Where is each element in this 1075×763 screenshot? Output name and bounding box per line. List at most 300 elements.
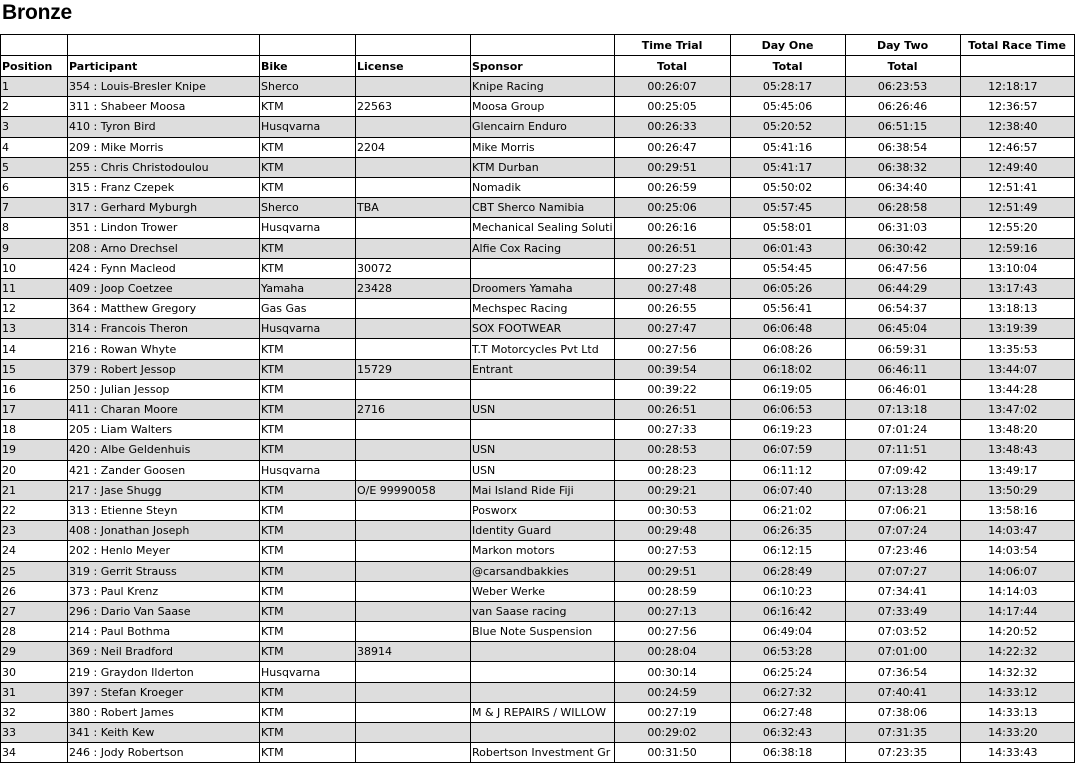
cell-license — [356, 723, 471, 743]
table-row — [1, 97, 1075, 117]
cell-day-two: 07:06:21 — [845, 500, 960, 520]
header-day-two: Day Two — [845, 35, 960, 56]
cell-position: 18 — [1, 420, 68, 440]
cell-participant: 296 : Dario Van Saase — [68, 601, 260, 621]
cell-license — [356, 238, 471, 258]
cell-participant: 351 : Lindon Trower — [68, 218, 260, 238]
cell-total-race-time: 12:38:40 — [960, 117, 1074, 137]
cell-position: 23 — [1, 521, 68, 541]
cell-participant: 410 : Tyron Bird — [68, 117, 260, 137]
cell-bike: KTM — [260, 622, 356, 642]
cell-day-one: 06:38:18 — [730, 743, 845, 763]
cell-total-race-time: 13:49:17 — [960, 460, 1074, 480]
cell-bike: KTM — [260, 177, 356, 197]
cell-bike: KTM — [260, 581, 356, 601]
table-row — [1, 117, 1075, 137]
cell-bike: KTM — [260, 440, 356, 460]
cell-participant: 314 : Francois Theron — [68, 319, 260, 339]
cell-sponsor: T.T Motorcycles Pvt Ltd — [471, 339, 615, 359]
cell-participant: 373 : Paul Krenz — [68, 581, 260, 601]
cell-day-one: 06:28:49 — [730, 561, 845, 581]
table-row — [1, 581, 1075, 601]
cell-day-one: 06:53:28 — [730, 642, 845, 662]
cell-total-race-time: 13:48:20 — [960, 420, 1074, 440]
cell-bike: KTM — [260, 541, 356, 561]
cell-total-race-time: 14:03:47 — [960, 521, 1074, 541]
cell-day-two: 07:13:28 — [845, 480, 960, 500]
cell-day-two: 07:09:42 — [845, 460, 960, 480]
cell-participant: 315 : Franz Czepek — [68, 177, 260, 197]
table-row — [1, 400, 1075, 420]
cell-position: 8 — [1, 218, 68, 238]
table-row — [1, 258, 1075, 278]
cell-day-two: 06:59:31 — [845, 339, 960, 359]
cell-total-race-time: 12:46:57 — [960, 137, 1074, 157]
cell-bike: Sherco — [260, 77, 356, 97]
cell-sponsor: van Saase racing — [471, 601, 615, 621]
cell-license — [356, 521, 471, 541]
cell-day-two: 07:03:52 — [845, 622, 960, 642]
header-empty-cell — [68, 35, 260, 56]
cell-sponsor: Mai Island Ride Fiji — [471, 480, 615, 500]
cell-license — [356, 218, 471, 238]
cell-license — [356, 561, 471, 581]
cell-sponsor: Mechspec Racing — [471, 299, 615, 319]
cell-position: 32 — [1, 702, 68, 722]
cell-day-one: 06:06:53 — [730, 400, 845, 420]
cell-day-one: 05:56:41 — [730, 299, 845, 319]
header-total-race-time-sub — [960, 56, 1074, 77]
cell-day-one: 06:27:48 — [730, 702, 845, 722]
cell-bike: Husqvarna — [260, 117, 356, 137]
cell-sponsor — [471, 642, 615, 662]
cell-position: 10 — [1, 258, 68, 278]
cell-sponsor: Alfie Cox Racing — [471, 238, 615, 258]
header-empty-cell — [260, 35, 356, 56]
cell-day-two: 06:45:04 — [845, 319, 960, 339]
cell-time-trial: 00:27:53 — [614, 541, 730, 561]
cell-time-trial: 00:26:51 — [614, 400, 730, 420]
cell-day-one: 05:58:01 — [730, 218, 845, 238]
cell-position: 5 — [1, 157, 68, 177]
cell-day-one: 06:05:26 — [730, 278, 845, 298]
cell-bike: KTM — [260, 743, 356, 763]
cell-participant: 421 : Zander Goosen — [68, 460, 260, 480]
cell-day-two: 07:01:24 — [845, 420, 960, 440]
cell-day-one: 06:10:23 — [730, 581, 845, 601]
cell-day-two: 06:54:37 — [845, 299, 960, 319]
cell-sponsor: Mechanical Sealing Soluti — [471, 218, 615, 238]
cell-sponsor: Posworx — [471, 500, 615, 520]
cell-bike: Husqvarna — [260, 218, 356, 238]
cell-total-race-time: 14:33:12 — [960, 682, 1074, 702]
table-row — [1, 319, 1075, 339]
cell-participant: 364 : Matthew Gregory — [68, 299, 260, 319]
cell-participant: 313 : Etienne Steyn — [68, 500, 260, 520]
cell-license — [356, 339, 471, 359]
table-row — [1, 642, 1075, 662]
cell-time-trial: 00:25:06 — [614, 198, 730, 218]
table-row — [1, 420, 1075, 440]
cell-position: 25 — [1, 561, 68, 581]
cell-time-trial: 00:27:23 — [614, 258, 730, 278]
cell-day-two: 06:46:11 — [845, 359, 960, 379]
cell-participant: 255 : Chris Christodoulou — [68, 157, 260, 177]
cell-day-two: 07:07:24 — [845, 521, 960, 541]
cell-bike: KTM — [260, 258, 356, 278]
cell-bike: KTM — [260, 137, 356, 157]
header-total-race-time: Total Race Time — [960, 35, 1074, 56]
cell-day-one: 06:27:32 — [730, 682, 845, 702]
cell-bike: KTM — [260, 97, 356, 117]
results-table — [0, 34, 1075, 763]
cell-participant: 397 : Stefan Kroeger — [68, 682, 260, 702]
cell-total-race-time: 12:51:49 — [960, 198, 1074, 218]
cell-sponsor: Identity Guard — [471, 521, 615, 541]
cell-time-trial: 00:29:51 — [614, 561, 730, 581]
cell-time-trial: 00:27:47 — [614, 319, 730, 339]
cell-position: 11 — [1, 278, 68, 298]
cell-position: 14 — [1, 339, 68, 359]
header-participant: Participant — [68, 56, 260, 77]
cell-position: 22 — [1, 500, 68, 520]
table-row — [1, 521, 1075, 541]
cell-day-two: 06:26:46 — [845, 97, 960, 117]
table-row — [1, 278, 1075, 298]
cell-day-one: 06:26:35 — [730, 521, 845, 541]
cell-license — [356, 682, 471, 702]
cell-sponsor: CBT Sherco Namibia — [471, 198, 615, 218]
table-row — [1, 440, 1075, 460]
cell-time-trial: 00:26:51 — [614, 238, 730, 258]
cell-license — [356, 319, 471, 339]
cell-day-one: 06:12:15 — [730, 541, 845, 561]
cell-bike: Sherco — [260, 198, 356, 218]
cell-position: 17 — [1, 400, 68, 420]
cell-position: 29 — [1, 642, 68, 662]
cell-time-trial: 00:29:48 — [614, 521, 730, 541]
cell-day-one: 06:06:48 — [730, 319, 845, 339]
cell-day-one: 06:07:59 — [730, 440, 845, 460]
cell-day-two: 06:47:56 — [845, 258, 960, 278]
cell-total-race-time: 14:33:13 — [960, 702, 1074, 722]
cell-participant: 319 : Gerrit Strauss — [68, 561, 260, 581]
cell-participant: 409 : Joop Coetzee — [68, 278, 260, 298]
table-row — [1, 702, 1075, 722]
cell-position: 13 — [1, 319, 68, 339]
cell-day-one: 05:41:16 — [730, 137, 845, 157]
cell-participant: 354 : Louis-Bresler Knipe — [68, 77, 260, 97]
table-row — [1, 460, 1075, 480]
cell-day-two: 06:38:32 — [845, 157, 960, 177]
cell-sponsor: Mike Morris — [471, 137, 615, 157]
header-sponsor: Sponsor — [471, 56, 615, 77]
cell-day-one: 06:21:02 — [730, 500, 845, 520]
cell-day-two: 07:33:49 — [845, 601, 960, 621]
cell-time-trial: 00:27:13 — [614, 601, 730, 621]
cell-position: 24 — [1, 541, 68, 561]
cell-total-race-time: 13:17:43 — [960, 278, 1074, 298]
cell-day-one: 06:08:26 — [730, 339, 845, 359]
cell-time-trial: 00:27:33 — [614, 420, 730, 440]
cell-participant: 424 : Fynn Macleod — [68, 258, 260, 278]
cell-sponsor: Moosa Group — [471, 97, 615, 117]
cell-time-trial: 00:26:16 — [614, 218, 730, 238]
cell-time-trial: 00:28:23 — [614, 460, 730, 480]
cell-day-one: 05:28:17 — [730, 77, 845, 97]
cell-total-race-time: 12:51:41 — [960, 177, 1074, 197]
cell-time-trial: 00:28:59 — [614, 581, 730, 601]
cell-day-one: 05:54:45 — [730, 258, 845, 278]
cell-time-trial: 00:27:56 — [614, 339, 730, 359]
cell-bike: KTM — [260, 561, 356, 581]
table-row — [1, 238, 1075, 258]
cell-bike: KTM — [260, 601, 356, 621]
cell-day-one: 06:11:12 — [730, 460, 845, 480]
header-time-trial: Time Trial — [614, 35, 730, 56]
cell-position: 1 — [1, 77, 68, 97]
cell-sponsor: Blue Note Suspension — [471, 622, 615, 642]
cell-total-race-time: 13:48:43 — [960, 440, 1074, 460]
table-row — [1, 723, 1075, 743]
cell-sponsor: Knipe Racing — [471, 77, 615, 97]
cell-sponsor: Markon motors — [471, 541, 615, 561]
cell-sponsor — [471, 420, 615, 440]
cell-sponsor: KTM Durban — [471, 157, 615, 177]
cell-total-race-time: 13:35:53 — [960, 339, 1074, 359]
cell-license: 30072 — [356, 258, 471, 278]
cell-day-one: 05:20:52 — [730, 117, 845, 137]
cell-day-two: 06:34:40 — [845, 177, 960, 197]
table-row — [1, 218, 1075, 238]
header-position: Position — [1, 56, 68, 77]
header-empty-cell — [1, 35, 68, 56]
table-row — [1, 500, 1075, 520]
cell-position: 31 — [1, 682, 68, 702]
cell-day-two: 06:23:53 — [845, 77, 960, 97]
cell-day-two: 07:23:35 — [845, 743, 960, 763]
cell-sponsor: USN — [471, 400, 615, 420]
cell-position: 20 — [1, 460, 68, 480]
cell-day-two: 06:51:15 — [845, 117, 960, 137]
cell-sponsor: SOX FOOTWEAR — [471, 319, 615, 339]
cell-time-trial: 00:28:53 — [614, 440, 730, 460]
cell-position: 26 — [1, 581, 68, 601]
cell-day-two: 07:38:06 — [845, 702, 960, 722]
cell-day-one: 06:01:43 — [730, 238, 845, 258]
cell-participant: 250 : Julian Jessop — [68, 379, 260, 399]
cell-license — [356, 299, 471, 319]
cell-total-race-time: 13:58:16 — [960, 500, 1074, 520]
cell-time-trial: 00:39:22 — [614, 379, 730, 399]
cell-day-two: 06:46:01 — [845, 379, 960, 399]
cell-bike: KTM — [260, 420, 356, 440]
cell-position: 9 — [1, 238, 68, 258]
cell-participant: 217 : Jase Shugg — [68, 480, 260, 500]
cell-bike: KTM — [260, 702, 356, 722]
table-row — [1, 198, 1075, 218]
cell-day-one: 06:32:43 — [730, 723, 845, 743]
cell-participant: 219 : Graydon Ilderton — [68, 662, 260, 682]
cell-day-one: 06:16:42 — [730, 601, 845, 621]
cell-time-trial: 00:25:05 — [614, 97, 730, 117]
cell-license — [356, 440, 471, 460]
header-day-one-total: Total — [730, 56, 845, 77]
cell-time-trial: 00:27:48 — [614, 278, 730, 298]
cell-participant: 205 : Liam Walters — [68, 420, 260, 440]
cell-participant: 214 : Paul Bothma — [68, 622, 260, 642]
cell-day-two: 07:31:35 — [845, 723, 960, 743]
cell-bike: KTM — [260, 682, 356, 702]
cell-sponsor: Glencairn Enduro — [471, 117, 615, 137]
header-empty-cell — [356, 35, 471, 56]
cell-day-two: 07:13:18 — [845, 400, 960, 420]
cell-license — [356, 460, 471, 480]
cell-bike: Husqvarna — [260, 662, 356, 682]
cell-sponsor: Nomadik — [471, 177, 615, 197]
table-row — [1, 622, 1075, 642]
cell-participant: 311 : Shabeer Moosa — [68, 97, 260, 117]
cell-total-race-time: 12:59:16 — [960, 238, 1074, 258]
cell-bike: KTM — [260, 379, 356, 399]
cell-bike: KTM — [260, 723, 356, 743]
cell-day-two: 06:44:29 — [845, 278, 960, 298]
cell-license: TBA — [356, 198, 471, 218]
header-column-row — [1, 56, 1075, 77]
cell-license: 2204 — [356, 137, 471, 157]
cell-participant: 420 : Albe Geldenhuis — [68, 440, 260, 460]
cell-total-race-time: 14:33:43 — [960, 743, 1074, 763]
cell-total-race-time: 13:44:07 — [960, 359, 1074, 379]
cell-bike: KTM — [260, 359, 356, 379]
cell-total-race-time: 14:03:54 — [960, 541, 1074, 561]
cell-sponsor: Robertson Investment Gr — [471, 743, 615, 763]
cell-bike: Husqvarna — [260, 319, 356, 339]
table-row — [1, 480, 1075, 500]
cell-position: 16 — [1, 379, 68, 399]
cell-day-one: 05:50:02 — [730, 177, 845, 197]
cell-sponsor: @carsandbakkies — [471, 561, 615, 581]
table-row — [1, 137, 1075, 157]
cell-day-two: 06:30:42 — [845, 238, 960, 258]
cell-participant: 369 : Neil Bradford — [68, 642, 260, 662]
cell-position: 33 — [1, 723, 68, 743]
cell-day-one: 05:41:17 — [730, 157, 845, 177]
cell-day-one: 05:57:45 — [730, 198, 845, 218]
cell-total-race-time: 13:19:39 — [960, 319, 1074, 339]
cell-time-trial: 00:29:02 — [614, 723, 730, 743]
cell-position: 28 — [1, 622, 68, 642]
cell-position: 2 — [1, 97, 68, 117]
cell-bike: Gas Gas — [260, 299, 356, 319]
cell-license: 2716 — [356, 400, 471, 420]
cell-participant: 379 : Robert Jessop — [68, 359, 260, 379]
cell-license: O/E 99990058 — [356, 480, 471, 500]
cell-time-trial: 00:39:54 — [614, 359, 730, 379]
cell-day-two: 07:40:41 — [845, 682, 960, 702]
cell-total-race-time: 12:36:57 — [960, 97, 1074, 117]
table-row — [1, 601, 1075, 621]
cell-participant: 209 : Mike Morris — [68, 137, 260, 157]
cell-time-trial: 00:26:33 — [614, 117, 730, 137]
cell-license — [356, 541, 471, 561]
cell-time-trial: 00:31:50 — [614, 743, 730, 763]
cell-day-one: 06:18:02 — [730, 359, 845, 379]
cell-time-trial: 00:27:19 — [614, 702, 730, 722]
cell-position: 6 — [1, 177, 68, 197]
cell-license — [356, 77, 471, 97]
cell-participant: 216 : Rowan Whyte — [68, 339, 260, 359]
cell-bike: KTM — [260, 500, 356, 520]
cell-day-two: 07:11:51 — [845, 440, 960, 460]
cell-day-two: 06:38:54 — [845, 137, 960, 157]
cell-sponsor — [471, 662, 615, 682]
cell-participant: 411 : Charan Moore — [68, 400, 260, 420]
table-row — [1, 359, 1075, 379]
cell-license — [356, 117, 471, 137]
cell-time-trial: 00:29:21 — [614, 480, 730, 500]
cell-bike: KTM — [260, 339, 356, 359]
cell-position: 21 — [1, 480, 68, 500]
header-time-trial-total: Total — [614, 56, 730, 77]
cell-day-one: 06:19:23 — [730, 420, 845, 440]
cell-bike: KTM — [260, 642, 356, 662]
cell-sponsor: USN — [471, 460, 615, 480]
cell-bike: KTM — [260, 400, 356, 420]
cell-time-trial: 00:30:14 — [614, 662, 730, 682]
cell-total-race-time: 13:18:13 — [960, 299, 1074, 319]
cell-license: 38914 — [356, 642, 471, 662]
cell-participant: 208 : Arno Drechsel — [68, 238, 260, 258]
cell-license: 22563 — [356, 97, 471, 117]
cell-day-one: 06:49:04 — [730, 622, 845, 642]
cell-position: 4 — [1, 137, 68, 157]
cell-day-two: 06:28:58 — [845, 198, 960, 218]
page-title: Bronze — [2, 1, 72, 24]
cell-day-two: 07:07:27 — [845, 561, 960, 581]
cell-day-two: 06:31:03 — [845, 218, 960, 238]
cell-day-two: 07:23:46 — [845, 541, 960, 561]
cell-sponsor: Droomers Yamaha — [471, 278, 615, 298]
cell-day-one: 06:19:05 — [730, 379, 845, 399]
cell-time-trial: 00:29:51 — [614, 157, 730, 177]
cell-sponsor: Entrant — [471, 359, 615, 379]
cell-total-race-time: 12:49:40 — [960, 157, 1074, 177]
cell-total-race-time: 12:55:20 — [960, 218, 1074, 238]
cell-time-trial: 00:27:56 — [614, 622, 730, 642]
cell-bike: KTM — [260, 157, 356, 177]
cell-time-trial: 00:26:59 — [614, 177, 730, 197]
cell-position: 27 — [1, 601, 68, 621]
cell-license — [356, 622, 471, 642]
cell-bike: Husqvarna — [260, 460, 356, 480]
cell-total-race-time: 14:32:32 — [960, 662, 1074, 682]
table-row — [1, 541, 1075, 561]
header-group-row — [1, 35, 1075, 56]
cell-license — [356, 157, 471, 177]
cell-total-race-time: 14:14:03 — [960, 581, 1074, 601]
cell-position: 12 — [1, 299, 68, 319]
cell-license — [356, 379, 471, 399]
cell-bike: Yamaha — [260, 278, 356, 298]
cell-total-race-time: 14:33:20 — [960, 723, 1074, 743]
cell-license — [356, 702, 471, 722]
cell-sponsor: Weber Werke — [471, 581, 615, 601]
cell-total-race-time: 13:50:29 — [960, 480, 1074, 500]
cell-time-trial: 00:28:04 — [614, 642, 730, 662]
cell-position: 15 — [1, 359, 68, 379]
cell-time-trial: 00:26:47 — [614, 137, 730, 157]
